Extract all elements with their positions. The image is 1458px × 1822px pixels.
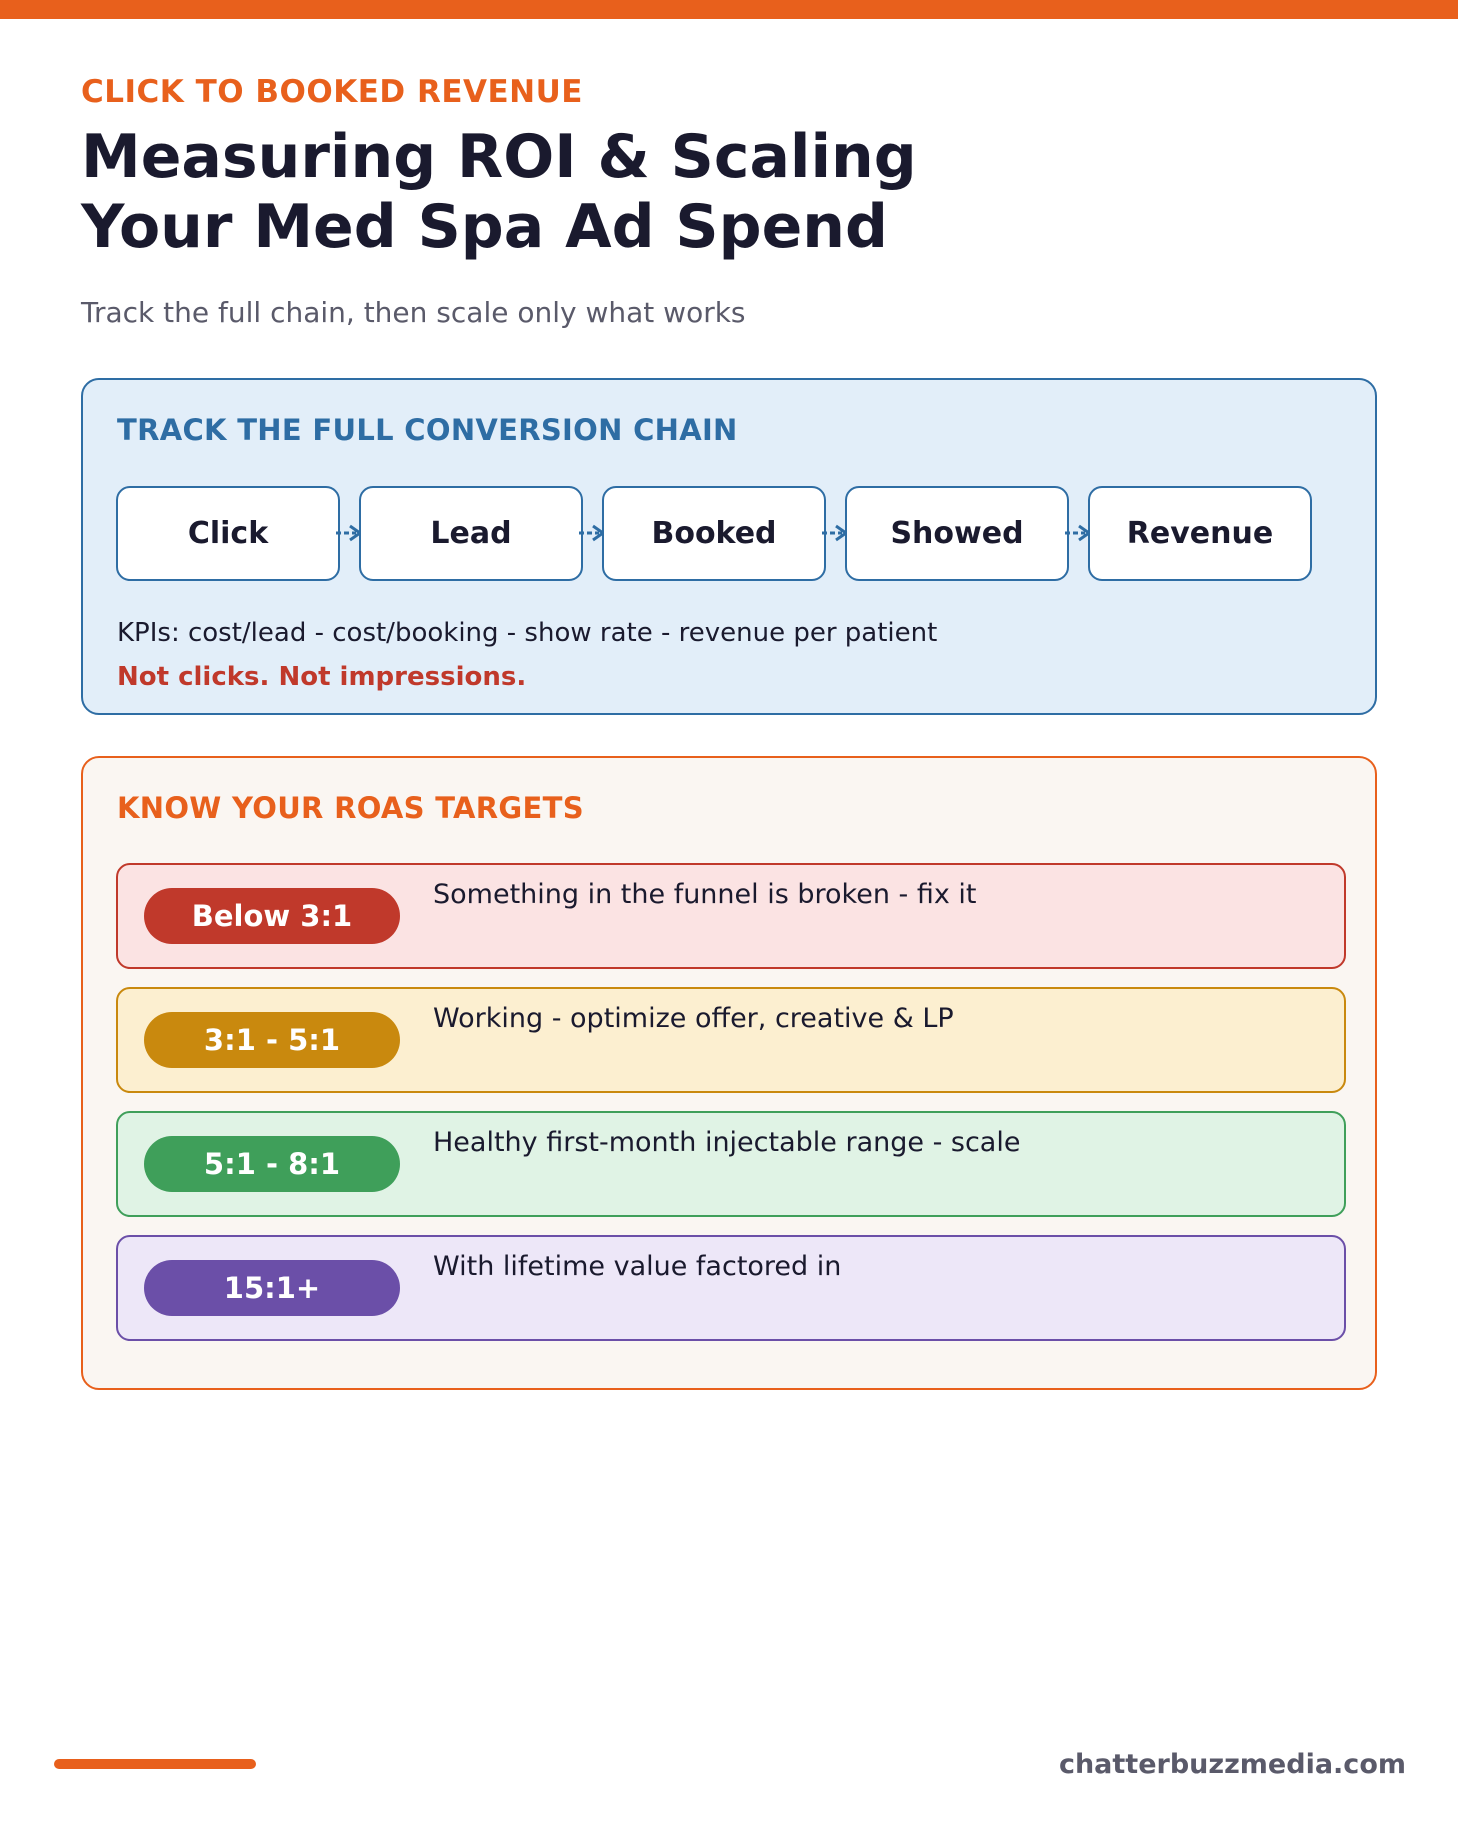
footer-accent-bar: [54, 1759, 256, 1769]
roas-tier-badge: Below 3:1: [144, 888, 400, 944]
conversion-chain-panel: [81, 378, 1377, 715]
title-line-1: Measuring ROI & Scaling: [81, 122, 917, 192]
top-accent-bar: [0, 0, 1458, 19]
roas-tier-description: Working - optimize offer, creative & LP: [433, 1003, 954, 1034]
roas-tier-description: Healthy first-month injectable range - scale: [433, 1127, 1021, 1158]
roas-tier-description: Something in the funnel is broken - fix it: [433, 879, 977, 910]
roas-tier-below-3: [116, 863, 1346, 969]
roas-targets-heading: KNOW YOUR ROAS TARGETS: [117, 791, 584, 825]
roas-targets-panel: [81, 756, 1377, 1390]
roas-tier-description: With lifetime value factored in: [433, 1251, 842, 1282]
page-subtitle: Track the full chain, then scale only what works: [81, 296, 746, 329]
footer-website[interactable]: chatterbuzzmedia.com: [1058, 1749, 1406, 1780]
roas-tier-3-to-5: [116, 987, 1346, 1093]
page-title: [81, 122, 917, 262]
eyebrow-label: CLICK TO BOOKED REVENUE: [81, 74, 583, 110]
roas-tier-15-plus: [116, 1235, 1346, 1341]
chain-step-showed: Showed: [845, 486, 1069, 581]
kpi-warning: Not clicks. Not impressions.: [117, 662, 527, 692]
roas-tier-badge: 3:1 - 5:1: [144, 1012, 400, 1068]
chain-step-lead: Lead: [359, 486, 583, 581]
kpi-summary: KPIs: cost/lead - cost/booking - show rate - revenue per patient: [117, 618, 938, 648]
roas-tier-badge: 15:1+: [144, 1260, 400, 1316]
chain-step-click: Click: [116, 486, 340, 581]
chain-step-revenue: Revenue: [1088, 486, 1312, 581]
roas-tier-5-to-8: [116, 1111, 1346, 1217]
conversion-chain-heading: TRACK THE FULL CONVERSION CHAIN: [117, 413, 738, 447]
title-line-2: Your Med Spa Ad Spend: [81, 192, 888, 262]
chain-step-booked: Booked: [602, 486, 826, 581]
roas-tier-badge: 5:1 - 8:1: [144, 1136, 400, 1192]
